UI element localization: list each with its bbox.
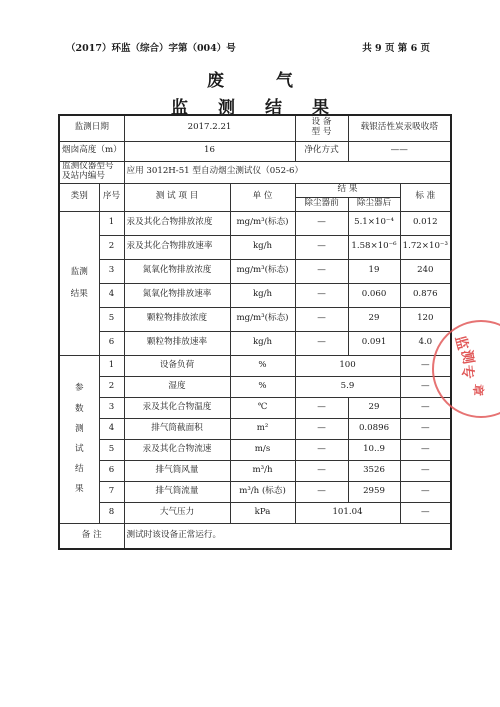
row-item: 汞及其化合物排放浓度 bbox=[124, 211, 230, 235]
col-seq: 序号 bbox=[99, 183, 124, 211]
row-after: 0.0896 bbox=[348, 418, 400, 439]
date-value: 2017.2.21 bbox=[124, 115, 295, 141]
row-standard: — bbox=[400, 481, 451, 502]
row-item: 汞及其化合物温度 bbox=[124, 397, 230, 418]
purification-label: 净化方式 bbox=[295, 141, 348, 161]
row-value: 101.04 bbox=[295, 502, 400, 523]
row-after: 0.091 bbox=[348, 331, 400, 355]
col-before: 除尘器前 bbox=[295, 197, 348, 211]
table-row bbox=[59, 331, 451, 355]
col-after: 除尘器后 bbox=[348, 197, 400, 211]
row-unit: kPa bbox=[230, 502, 295, 523]
row-standard: 1.72×10⁻³ bbox=[400, 235, 451, 259]
row-unit: % bbox=[230, 376, 295, 397]
table-row bbox=[59, 418, 451, 439]
info-row-date bbox=[59, 115, 451, 141]
device-value: 载银活性炭汞吸收塔 bbox=[348, 115, 451, 141]
row-after: 19 bbox=[348, 259, 400, 283]
row-before: — bbox=[295, 397, 348, 418]
row-before: — bbox=[295, 307, 348, 331]
row-before: — bbox=[295, 481, 348, 502]
table-row bbox=[59, 460, 451, 481]
row-before: — bbox=[295, 235, 348, 259]
row-no: 4 bbox=[99, 418, 124, 439]
row-no: 6 bbox=[99, 460, 124, 481]
instrument-value: 应用 3012H-51 型自动烟尘测试仪（052-6） bbox=[124, 161, 451, 183]
seal-stamp-text: 章 bbox=[470, 383, 486, 397]
row-unit: % bbox=[230, 355, 295, 376]
remarks-value: 测试时该设备正常运行。 bbox=[124, 523, 451, 549]
row-before: — bbox=[295, 460, 348, 481]
row-standard: 0.876 bbox=[400, 283, 451, 307]
stack-height-value: 16 bbox=[124, 141, 295, 161]
row-unit: mg/m³(标态) bbox=[230, 259, 295, 283]
row-no: 3 bbox=[99, 397, 124, 418]
column-header-row bbox=[59, 183, 451, 197]
row-item: 湿度 bbox=[124, 376, 230, 397]
row-standard: — bbox=[400, 418, 451, 439]
device-label: 设 备 型 号 bbox=[295, 115, 348, 141]
row-item: 颗粒物排放浓度 bbox=[124, 307, 230, 331]
row-no: 6 bbox=[99, 331, 124, 355]
row-item: 排气筒截面积 bbox=[124, 418, 230, 439]
row-no: 5 bbox=[99, 439, 124, 460]
row-value: 100 bbox=[295, 355, 400, 376]
col-category: 类别 bbox=[59, 183, 99, 211]
remarks-row bbox=[59, 523, 451, 549]
table-row bbox=[59, 355, 451, 376]
monitor-category: 监测 结果 bbox=[59, 211, 99, 355]
table-row bbox=[59, 259, 451, 283]
row-after: 1.58×10⁻⁶ bbox=[348, 235, 400, 259]
row-before: — bbox=[295, 418, 348, 439]
row-standard: 240 bbox=[400, 259, 451, 283]
row-before: — bbox=[295, 331, 348, 355]
row-item: 排气筒风量 bbox=[124, 460, 230, 481]
row-standard: 0.012 bbox=[400, 211, 451, 235]
col-standard: 标 准 bbox=[400, 183, 451, 211]
results-table bbox=[58, 114, 452, 550]
row-after: 10..9 bbox=[348, 439, 400, 460]
row-no: 5 bbox=[99, 307, 124, 331]
row-standard: — bbox=[400, 376, 451, 397]
table-row bbox=[59, 502, 451, 523]
row-after: 29 bbox=[348, 307, 400, 331]
row-before: — bbox=[295, 439, 348, 460]
row-unit: kg/h bbox=[230, 283, 295, 307]
row-no: 1 bbox=[99, 211, 124, 235]
row-standard: — bbox=[400, 439, 451, 460]
row-after: 29 bbox=[348, 397, 400, 418]
table-row bbox=[59, 439, 451, 460]
instrument-label: 监测仪器型号及站内编号 bbox=[59, 161, 124, 183]
row-item: 颗粒物排放速率 bbox=[124, 331, 230, 355]
row-standard: — bbox=[400, 460, 451, 481]
row-item: 汞及其化合物流速 bbox=[124, 439, 230, 460]
col-result: 结 果 bbox=[295, 183, 400, 197]
table-row bbox=[59, 481, 451, 502]
row-unit: kg/h bbox=[230, 331, 295, 355]
row-value: 5.9 bbox=[295, 376, 400, 397]
row-no: 2 bbox=[99, 235, 124, 259]
row-after: 5.1×10⁻⁴ bbox=[348, 211, 400, 235]
document-number: （2017）环监（综合）字第（004）号 bbox=[66, 43, 236, 54]
row-standard: 4.0 bbox=[400, 331, 451, 355]
row-standard: — bbox=[400, 502, 451, 523]
row-unit: mg/m³(标态) bbox=[230, 307, 295, 331]
params-category: 参 数 测 试 结 果 bbox=[59, 355, 99, 523]
row-before: — bbox=[295, 283, 348, 307]
row-item: 排气筒流量 bbox=[124, 481, 230, 502]
table-row bbox=[59, 307, 451, 331]
row-before: — bbox=[295, 211, 348, 235]
row-unit: m/s bbox=[230, 439, 295, 460]
seal-stamp-text: 专 bbox=[458, 364, 476, 380]
title-waste-gas: 废气 bbox=[207, 71, 345, 91]
row-unit: kg/h bbox=[230, 235, 295, 259]
seal-stamp-text: 监 bbox=[451, 334, 471, 352]
row-standard: — bbox=[400, 397, 451, 418]
purification-value: —— bbox=[348, 141, 451, 161]
row-after: 0.060 bbox=[348, 283, 400, 307]
col-unit: 单 位 bbox=[230, 183, 295, 211]
table-row bbox=[59, 397, 451, 418]
info-row-stack bbox=[59, 141, 451, 161]
row-standard: 120 bbox=[400, 307, 451, 331]
row-no: 7 bbox=[99, 481, 124, 502]
row-item: 汞及其化合物排放速率 bbox=[124, 235, 230, 259]
row-no: 8 bbox=[99, 502, 124, 523]
row-no: 1 bbox=[99, 355, 124, 376]
row-no: 2 bbox=[99, 376, 124, 397]
page-indicator: 共 9 页 第 6 页 bbox=[362, 43, 430, 54]
date-label: 监测日期 bbox=[59, 115, 124, 141]
row-after: 3526 bbox=[348, 460, 400, 481]
row-unit: m² bbox=[230, 418, 295, 439]
row-item: 大气压力 bbox=[124, 502, 230, 523]
table-row bbox=[59, 235, 451, 259]
stack-height-label: 烟囱高度（m） bbox=[59, 141, 124, 161]
title-monitoring-results: 监测结果 bbox=[171, 98, 359, 118]
row-item: 氮氧化物排放浓度 bbox=[124, 259, 230, 283]
row-before: — bbox=[295, 259, 348, 283]
row-no: 4 bbox=[99, 283, 124, 307]
table-row bbox=[59, 211, 451, 235]
row-item: 设备负荷 bbox=[124, 355, 230, 376]
row-unit: m³/h (标态) bbox=[230, 481, 295, 502]
row-item: 氮氧化物排放速率 bbox=[124, 283, 230, 307]
info-row-instrument bbox=[59, 161, 451, 183]
row-unit: ℃ bbox=[230, 397, 295, 418]
table-row bbox=[59, 376, 451, 397]
seal-stamp-text: 测 bbox=[457, 348, 477, 366]
row-after: 2959 bbox=[348, 481, 400, 502]
row-unit: m³/h bbox=[230, 460, 295, 481]
col-item: 测 试 项 目 bbox=[124, 183, 230, 211]
row-unit: mg/m³(标态) bbox=[230, 211, 295, 235]
row-standard: — bbox=[400, 355, 451, 376]
remarks-label: 备 注 bbox=[59, 523, 124, 549]
table-row bbox=[59, 283, 451, 307]
row-no: 3 bbox=[99, 259, 124, 283]
